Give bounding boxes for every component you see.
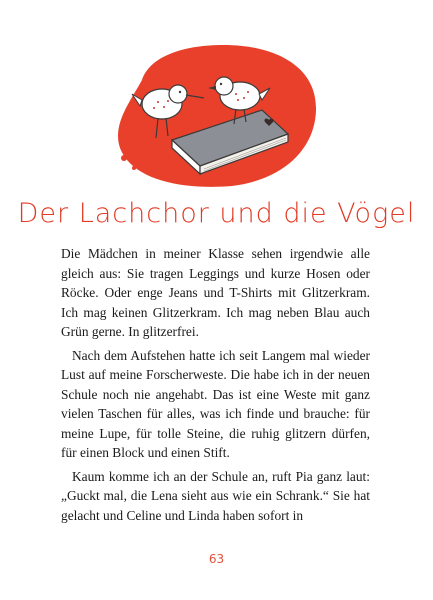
chapter-illustration (112, 40, 322, 190)
splash-dot (121, 155, 127, 161)
chapter-title: Der Lachchor und die Vögel (17, 198, 416, 229)
paragraph: Nach dem Aufstehen hatte ich seit Langem mal wieder Lust auf meine Forscherweste. Die habe ich in der neuen Schule noch nie angehabt. Das ist eine Weste mit ganz vielen Taschen für alles, was ich finde und brauche: für meine Lupe, für tolle Steine, die ruhig glitzern dürfen, für einen Block und einen Stift. (61, 347, 370, 460)
paragraph: Die Mädchen in meiner Klasse sehen irgendwie alle gleich aus: Sie tragen Leggings und kurze Hosen oder Röcke. Oder enge Jeans und T-Shirts mit Glitzerkram. Ich mag keinen Glitzerkram. Ich mag neben Blau auch Grün gerne. In glitzerfrei. (61, 246, 370, 339)
chapter-body (61, 244, 370, 525)
splash-dot (132, 166, 136, 170)
paragraph: Kaum komme ich an der Schule an, ruft Pia ganz laut: „Guckt mal, die Lena sieht aus wie ein Schrank.“ Sie hat gelacht und Celine und Linda haben sofort in (61, 468, 370, 523)
page-number: 63 (208, 552, 225, 566)
